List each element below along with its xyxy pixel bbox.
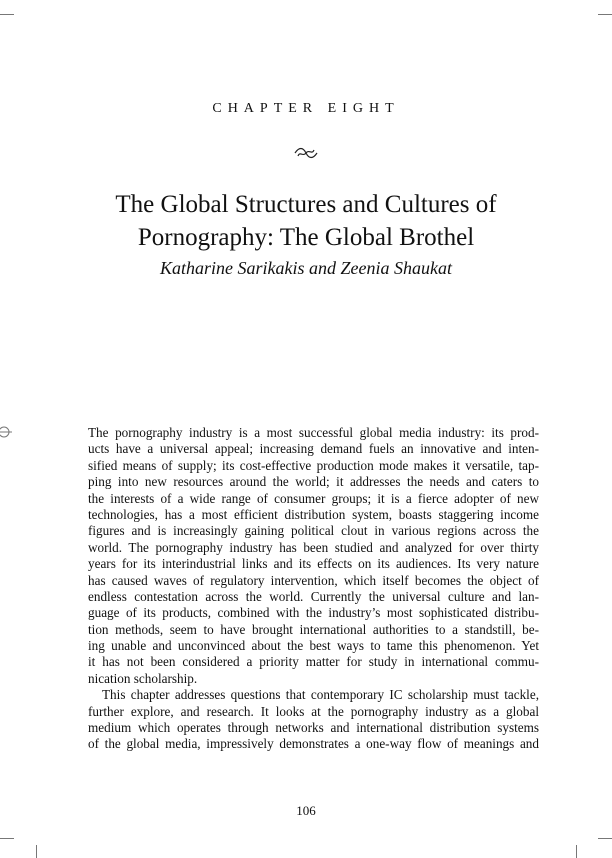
text-line: the interests of a wide range of consumer groups; it is a fierce adopter of new xyxy=(88,490,539,506)
text-line: ing unable and unconvinced about the best ways to tame this phenomenon. Yet xyxy=(88,638,539,654)
text-line: medium which operates through networks and international distribution systems xyxy=(88,720,539,736)
text-line: figures and is increasingly gaining political clout in various regions across the xyxy=(88,523,539,539)
body-text xyxy=(88,425,539,753)
text-line: years for its interindustrial links and its effects on its audiences. Its very nature xyxy=(88,556,539,572)
text-line: has caused waves of regulatory intervention, which itself becomes the object of xyxy=(88,572,539,588)
crop-mark xyxy=(576,845,577,858)
chapter-title xyxy=(0,188,612,254)
ornament-icon xyxy=(0,146,612,164)
crop-mark xyxy=(36,845,37,858)
text-line: nication scholarship. xyxy=(88,670,198,686)
text-line: tion methods, seem to have brought international authorities to a standstill, be- xyxy=(88,621,539,637)
text-line: This chapter addresses questions that contemporary IC scholarship must tackle, xyxy=(102,687,539,703)
chapter-label: CHAPTER EIGHT xyxy=(212,101,400,116)
crop-mark xyxy=(0,14,14,15)
text-line: endless contestation across the world. Currently the universal culture and lan- xyxy=(88,588,539,604)
title-line: Pornography: The Global Brothel xyxy=(137,224,475,251)
crop-mark xyxy=(598,14,612,15)
page-number: 106 xyxy=(296,803,316,818)
text-line: it has not been considered a priority matter for study in international commu- xyxy=(88,654,539,670)
text-line: further explore, and research. It looks at the pornography industry as a global xyxy=(88,703,539,719)
text-line: ping into new resources around the world; it addresses the needs and caters to xyxy=(88,474,539,490)
text-line: guage of its products, combined with the industry’s most sophisticated distribu- xyxy=(88,605,539,621)
chapter-authors: Katharine Sarikakis and Zeenia Shaukat xyxy=(160,258,452,278)
crop-mark xyxy=(598,838,612,839)
text-line: of the global media, impressively demonstrates a one-way flow of meanings and xyxy=(88,736,539,752)
crop-mark xyxy=(0,838,14,839)
text-line: ucts have a universal appeal; increasing demand fuels an innovative and inten- xyxy=(88,441,539,457)
text-line: technologies, has a most efficient distribution system, boasts staggering income xyxy=(88,506,539,522)
text-line: sified means of supply; its cost-effective production mode makes it versatile, tap- xyxy=(88,457,539,473)
title-line: The Global Structures and Cultures of xyxy=(115,191,497,218)
text-line: The pornography industry is a most successful global media industry: its prod- xyxy=(88,425,539,440)
text-line: world. The pornography industry has been studied and analyzed for over thirty xyxy=(88,539,539,555)
registration-mark-icon xyxy=(0,424,12,440)
